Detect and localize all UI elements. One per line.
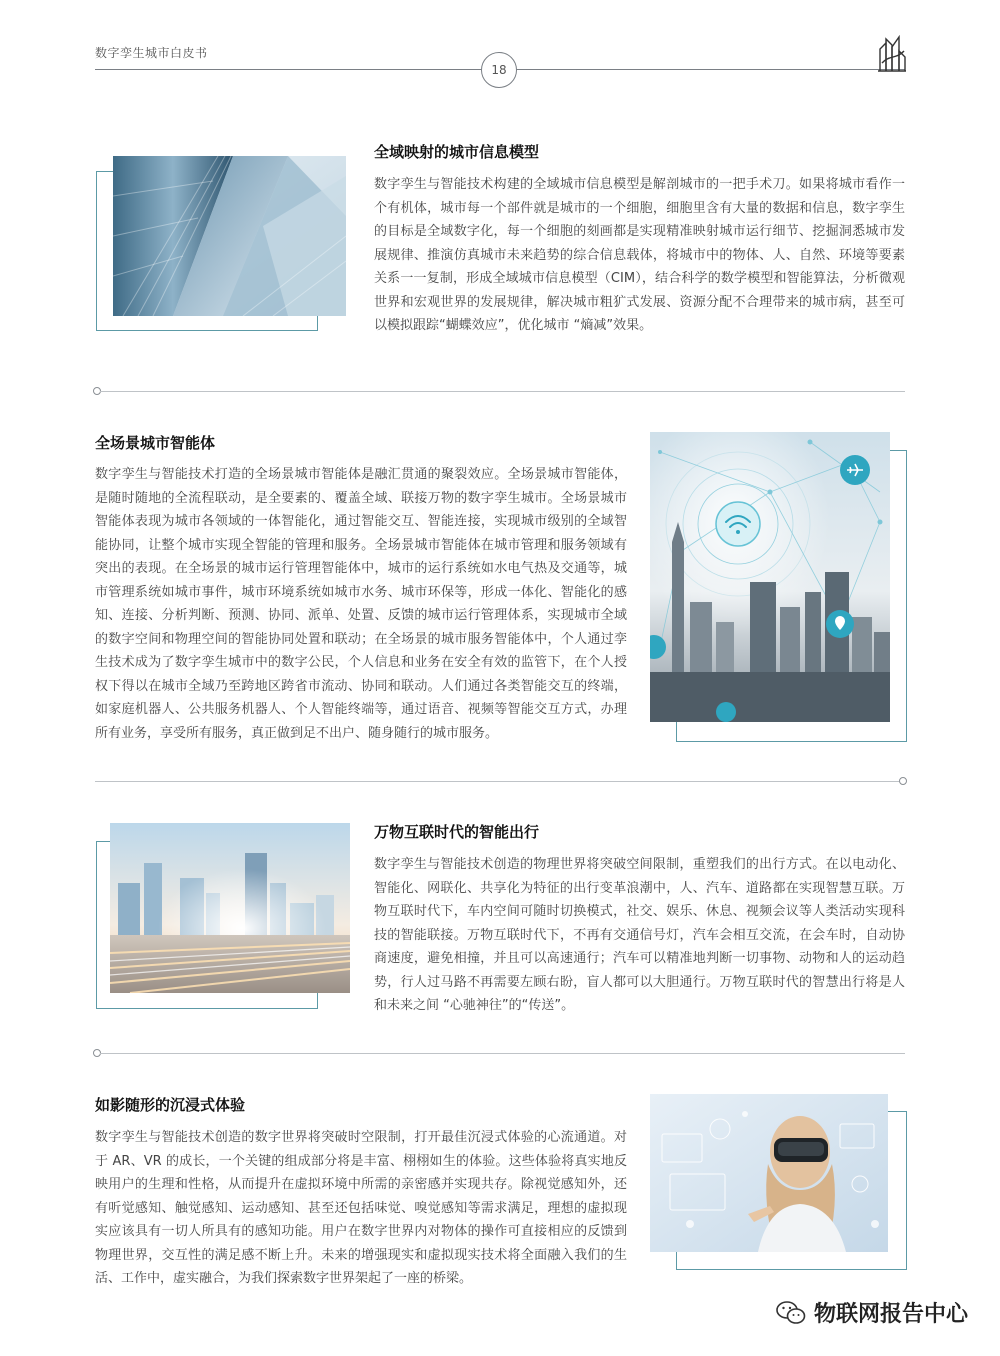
vr-headset-photo [650, 1094, 888, 1252]
watermark-text: 物联网报告中心 [813, 1302, 968, 1327]
section-title-3: 万物互联时代的智能出行 [374, 823, 540, 841]
watermark [776, 1297, 968, 1328]
section-body-4: 数字孪生与智能技术创造的数字世界将突破时空限制，打开最佳沉浸式体验的心流通道。对于 AR、VR 的成长，一个关键的组成部分将是丰富、栩栩如生的体验。这些体验将真实地反映用户的生理和性格，从而提升在虚拟环境中所需的亲密感并实现共存。除视觉感知外，还有听觉感知、触觉感知、运动感知、甚至还包括味觉、嗅觉感知等需求满足，理想的虚拟现实应该具有一切人所具有的感知功能。用户在数字世界内对物体的操作可直接相应的反馈到物理世界，交互性的满足感不断上升。未来的增强现实和虚拟现实技术将全面融入我们的生活、工作中，虚实融合，为我们探索数字世界架起了一座的桥梁。 [95, 1130, 627, 1286]
skyscraper-photo [113, 156, 346, 316]
smart-city-network-photo [650, 432, 890, 722]
page-number: 18 [481, 52, 517, 88]
section-title-4: 如影随形的沉浸式体验 [95, 1096, 246, 1114]
section-divider-2 [95, 781, 899, 782]
section-body-2: 数字孪生与智能技术打造的全场景城市智能体是融汇贯通的聚裂效应。全场景城市智能体，是随时随地的全流程联动，是全要素的、覆盖全域、联接万物的数字孪生城市。全场景城市智能体表现为城市各领域的一体智能化，通过智能交互、智能连接，实现城市级别的全域智能协同，让整个城市实现全智能的管理和服务。全场景城市智能体在城市管理和服务领域有突出的表现。在全场景的城市运行管理智能体中，城市的运行系统如水电气热及交通等，城市管理系统如城市事件，城市环境系统如城市水务、城市环保等，形成一体化、智能化的感知、连接、分析判断、预测、协同、派单、处置、反馈的城市运行管理体系，实现城市全域的数字空间和物理空间的智能协同处置和联动；在全场景的城市服务智能体中，个人通过孪生技术成为了数字孪生城市中的数字公民，个人信息和业务在安全有效的监管下，在个人授权下得以在城市全域乃至跨地区跨省市流动、协同和联动。人们通过各类智能交互的终端，如家庭机器人、公共服务机器人、个人智能终端等，通过语音、视频等智能交互方式，办理所有业务，享受所有服务，真正做到足不出户、随身随行的城市服务。 [95, 467, 627, 741]
wechat-icon [776, 1300, 806, 1326]
section-divider-1 [100, 391, 905, 392]
section-body-1: 数字孪生与智能技术构建的全域城市信息模型是解剖城市的一把手术刀。如果将城市看作一个有机体，城市每一个部件就是城市的一个细胞，细胞里含有大量的数据和信息，数字孪生的目标是全域数字化，每一个细胞的刻画都是实现精准映射城市运行细节、挖掘洞悉城市发展规律、推演仿真城市未来趋势的综合信息载体，将城市中的物体、人、自然、环境等要素关系一一复制，形成全域城市信息模型（CIM），结合科学的数学模型和智能算法，分析微观世界和宏观世界的发展规律，解决城市粗犷式发展、资源分配不合理带来的城市病，甚至可以模拟跟踪“蝴蝶效应”，优化城市 “熵减”效果。 [374, 177, 905, 333]
divider-dot-2 [899, 777, 907, 785]
document-title: 数字孪生城市白皮书 [95, 46, 208, 60]
section-body-3: 数字孪生与智能技术创造的物理世界将突破空间限制，重塑我们的出行方式。在以电动化、智能化、网联化、共享化为特征的出行变革浪潮中，人、汽车、道路都在实现智慧互联。万物互联时代下，车内空间可随时切换模式，社交、娱乐、休息、视频会议等人类活动实现科技的智能联接。万物互联时代下，不再有交通信号灯，汽车会相互交流，在会车时，自动协商速度，避免相撞，并且可以高速通行；汽车可以精准地判断一切事物、动物和人的运动趋势，行人过马路不再需要左顾右盼，盲人都可以大胆通行。万物互联时代的智慧出行将是人和未来之间 “心驰神往”的“传送”。 [374, 857, 905, 1013]
section-divider-3 [100, 1053, 905, 1054]
city-road-motion-photo [110, 823, 350, 993]
section-title-2: 全场景城市智能体 [95, 434, 216, 452]
brand-logo-icon [877, 35, 907, 73]
section-title-1: 全域映射的城市信息模型 [374, 143, 540, 161]
